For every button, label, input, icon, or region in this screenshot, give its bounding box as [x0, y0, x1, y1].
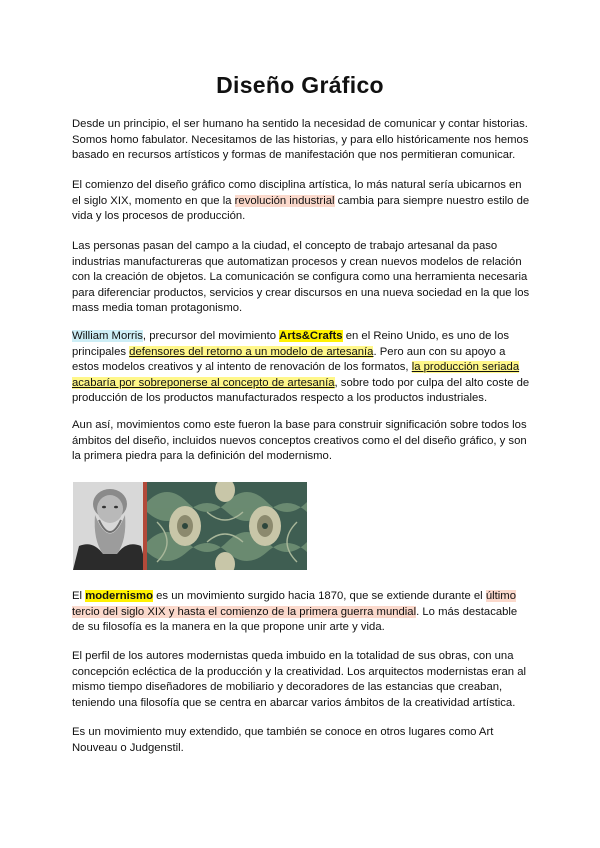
paragraph-william-morris	[72, 329, 532, 407]
text-run: en el Reino Unido, es uno de los principales	[72, 330, 510, 358]
highlight-defensores-artesania: defensores del retorno a un modelo de artesanía	[129, 345, 374, 358]
paragraph-intro: Desde un principio, el ser humano ha sentido la necesidad de comunicar y contar historias. Somos homo fabulator. Necesitamos de las historias, y para ello históricamente nos hemos basado en recursos artísticos y formas de manifestación que nos permitieran comunicar.	[72, 118, 529, 162]
text-run: cambia para siempre nuestro estilo de vida y los procesos de producción.	[72, 194, 530, 223]
paragraph-modernismo	[72, 589, 532, 636]
paragraph-authors: El perfil de los autores modernistas queda imbuido en la totalidad de sus obras, con una concepción ecléctica de la producción y la creatividad. Los arquitectos modernistas eran al mismo tiempo diseñadores de mobiliario y decoradores de las estancias que creaban, teniendo una filosofía que se centra en abarcar varios ámbitos de la creatividad artística.	[72, 650, 527, 709]
text-run: . Pero aun con su apoyo a estos modelos creativos y al intento de renovación de los formatos,	[72, 345, 506, 374]
text-run: , sobre todo por culpa del alto coste de producción de los productos manufacturados respecto a los productos industriales.	[72, 376, 530, 405]
paragraph-art-nouveau: Es un movimiento muy extendido, que también se conoce en otros lugares como Art Nouveau o Judgenstil.	[72, 726, 494, 754]
text-run: . Lo más destacable de su filosofía es la manera en la que propone unir arte y vida.	[72, 605, 518, 634]
william-morris-portrait	[73, 482, 147, 570]
text-run: El comienzo del diseño gráfico como disciplina artística, lo más natural sería ubicarnos en el siglo XIX, momento en que la	[72, 179, 522, 207]
highlight-produccion-seriada: la producción seriada acabaría por sobreponerse al concepto de artesanía	[72, 361, 520, 389]
highlight-arts-crafts: Arts&Crafts	[279, 330, 343, 342]
text-run: es un movimiento surgido hacia 1870, que se extiende durante el	[152, 590, 486, 602]
paragraph-modernism-base: Aun así, movimientos como este fueron la base para construir significación sobre todos los ámbitos del diseño, incluidos nuevos conceptos creativos como el del diseño gráfico, y son la primera piedra para la definición del modernismo.	[72, 419, 527, 463]
text-run: , precursor del movimiento	[142, 330, 280, 342]
text-run: El	[72, 590, 86, 602]
highlight-modernismo: modernismo	[85, 590, 153, 602]
arts-and-crafts-pattern	[147, 482, 307, 570]
highlight-ultimo-tercio: último tercio del siglo XIX y hasta el comienzo de la primera guerra mundial	[72, 590, 516, 618]
paragraph-industry: Las personas pasan del campo a la ciudad, el concepto de trabajo artesanal da paso industrias manufactureras que automatizan procesos y crean nuevos modelos de relación con la creación de objetos. La comunicación se configura como una herramienta necesaria para diferenciar productos, servicios y crear discursos en una nueva sociedad en la que los mass media toman protagonismo.	[72, 240, 530, 315]
paragraph-origins	[72, 178, 532, 225]
highlight-william-morris: William Morris	[72, 330, 143, 342]
document-title: Diseño Gráfico	[216, 72, 384, 98]
highlight-revolucion-industrial: revolución industrial	[234, 194, 335, 207]
image-row	[73, 482, 307, 570]
